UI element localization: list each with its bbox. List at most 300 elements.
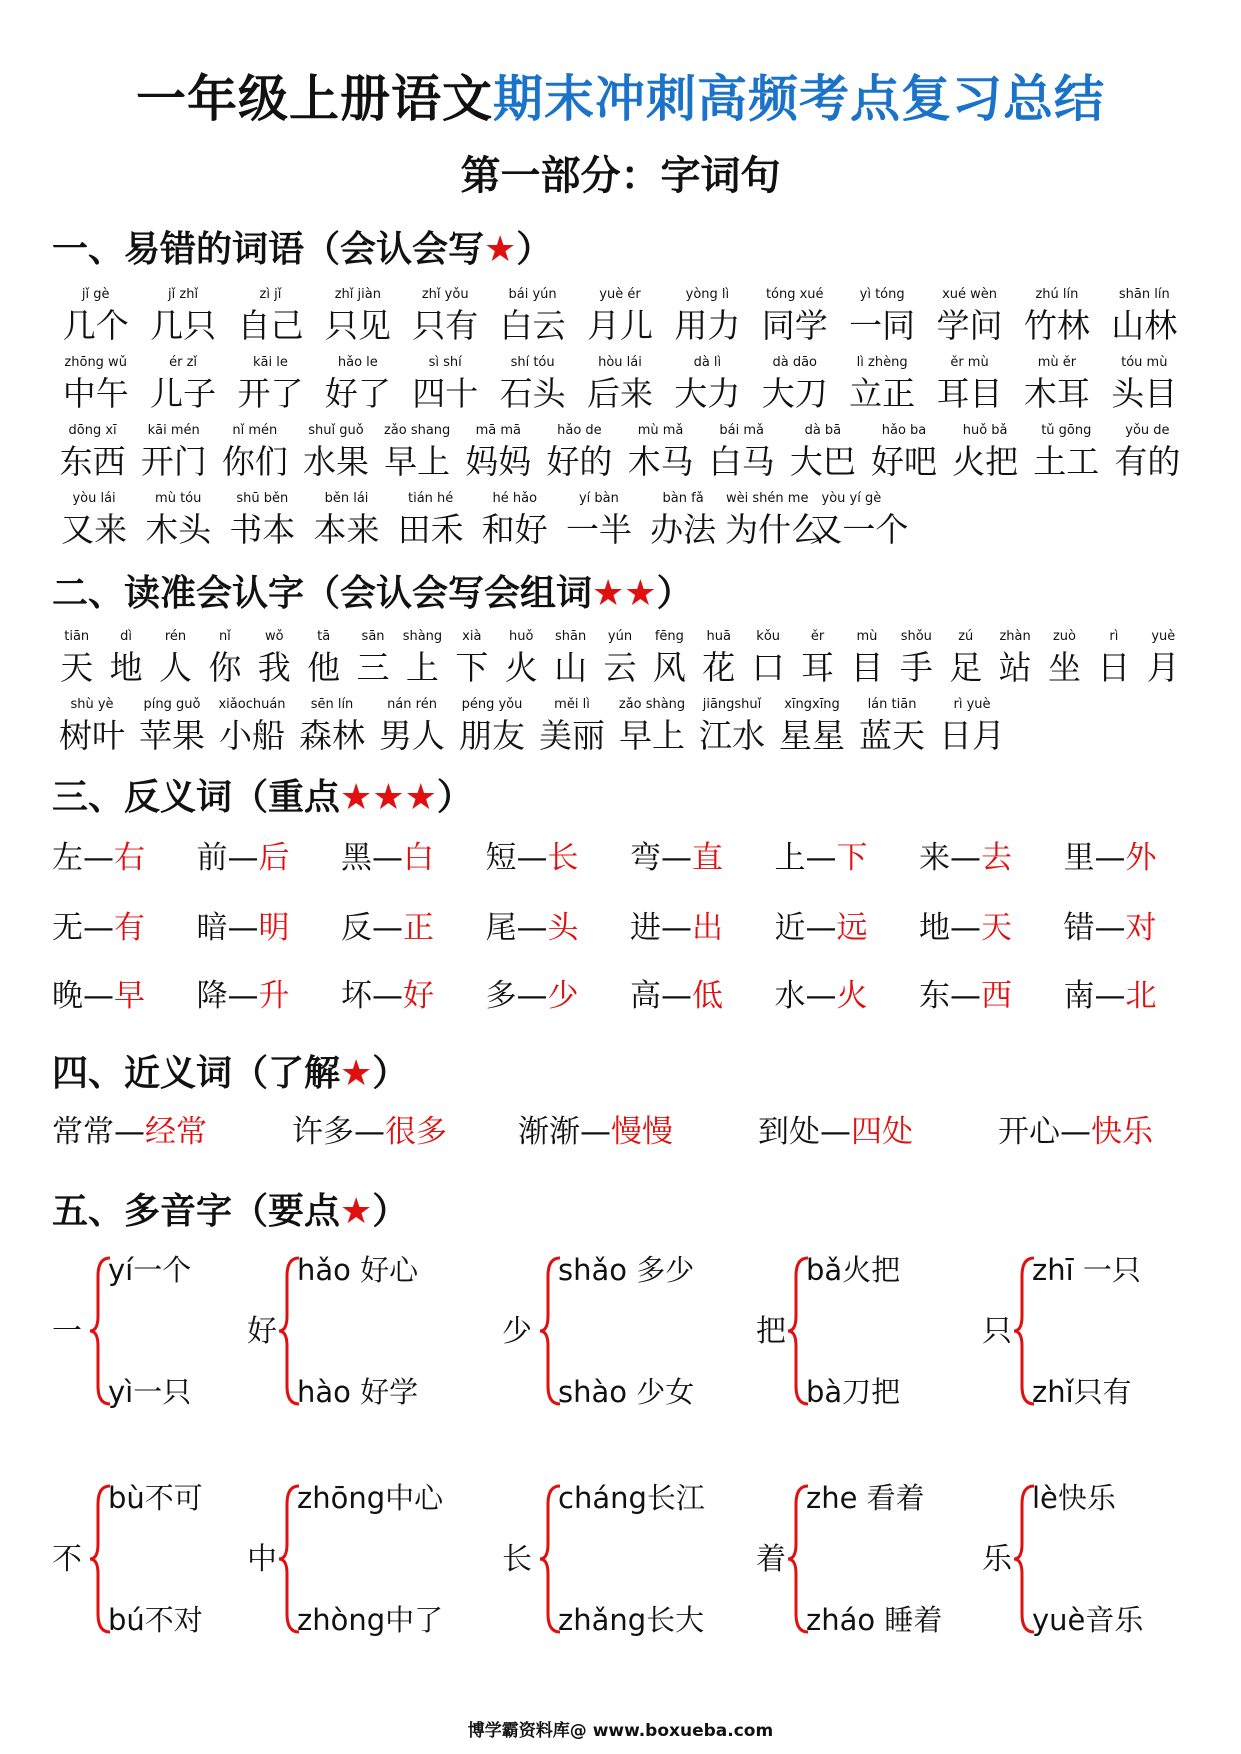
pinyin-word [1013,354,1100,416]
pinyin-text: kāi le [253,355,288,370]
antonym-word: 水— [774,978,837,1014]
polyphone-character: 好 [247,1314,277,1349]
polyphone-reading-top: bǎ火把 [806,1253,901,1287]
polyphone-reading-top: zhe 看着 [806,1481,925,1515]
pinyin-word [52,696,132,758]
pinyin-word [1013,286,1100,348]
pinyin-word [641,490,725,552]
hanzi-text: 早上 [384,442,451,481]
pinyin-text: wèi shén me [726,491,809,506]
pinyin-text: zǎo shang [383,423,451,438]
pinyin-word [136,490,220,552]
antonym-word: 坏— [341,978,403,1014]
pinyin-word [692,696,772,758]
polyphone-reading-bottom: zhǐ只有 [1032,1375,1132,1409]
pinyin-text: yǒu de [1125,423,1170,438]
hanzi-text: 妈妈 [465,442,532,481]
footer-watermark: 博学霸资料库@ www.boxueba.com [467,1721,774,1741]
hanzi-text: 本来 [313,510,380,549]
synonym-answer: 四处 [851,1114,913,1150]
hanzi-text: 田禾 [397,510,464,549]
antonym-pair [341,974,434,1018]
pinyin-text: zú [958,629,974,644]
antonym-answer: 白 [403,840,434,876]
pinyin-word [751,286,838,348]
pinyin-word [751,354,838,416]
antonym-answer: 天 [981,910,1012,946]
pinyin-text: yún [607,629,633,644]
pinyin-text: yí bàn [578,491,619,506]
pinyin-text: xīngxīng [784,697,840,712]
pinyin-word [645,628,694,690]
polyphone-reading-top: cháng长江 [558,1481,705,1515]
hanzi-text: 手 [899,648,933,687]
hanzi-text: 又来 [61,510,128,549]
antonym-word: 左— [52,840,114,876]
polyphone-group [982,1478,1202,1648]
polyphone-reading-bottom: bú不对 [108,1603,203,1637]
pinyin-word [532,696,612,758]
antonym-answer: 西 [981,978,1012,1014]
hanzi-text: 日 [1097,648,1131,687]
polyphone-character: 不 [52,1542,82,1577]
pinyin-word [299,628,348,690]
pinyin-word [295,422,376,484]
polyphone-reading-top: bù不可 [108,1481,203,1515]
polyphone-group [52,1478,272,1648]
antonym-pair [919,906,1012,950]
polyphone-reading-top: zhī 一只 [1032,1253,1141,1287]
antonym-pair [630,836,723,880]
pinyin-word [1101,286,1188,348]
polyphone-reading-top: yí一个 [108,1253,192,1287]
antonym-answer: 北 [1125,978,1157,1014]
pinyin-word [1026,422,1107,484]
pinyin-text: huǒ bǎ [962,423,1008,438]
polyphone-character: 长 [502,1542,532,1577]
pinyin-word [743,628,792,690]
polyphone-character: 着 [756,1542,786,1577]
pinyin-word [348,628,397,690]
pinyin-word [398,628,447,690]
antonym-pair [197,836,290,880]
pinyin-text: nán rén [387,697,437,712]
pinyin-word [497,628,546,690]
pinyin-word [133,422,214,484]
antonym-word: 高— [630,978,692,1014]
pinyin-text: péng yǒu [461,697,523,712]
pinyin-text: bái yún [508,287,557,302]
pinyin-text: píng guǒ [143,697,201,712]
pinyin-word [926,286,1013,348]
antonym-pair [197,906,290,950]
antonym-pair [1064,974,1157,1018]
antonym-word: 晚— [52,978,114,1014]
section-heading-3: 三、反义词（重点★★★） [52,777,473,818]
pinyin-text: yòu yí gè [821,491,882,506]
antonym-word: 前— [196,840,259,876]
pinyin-word [941,628,990,690]
hanzi-text: 耳 [801,648,835,687]
polyphone-group [247,1478,467,1648]
hanzi-text: 火把 [952,442,1019,481]
pinyin-word [151,628,200,690]
antonym-word: 弯— [630,840,692,876]
pinyin-word [620,422,701,484]
antonym-answer: 早 [114,978,145,1014]
antonym-answer: 下 [836,840,868,876]
pinyin-text: shù yè [70,697,114,712]
pinyin-text: lì zhèng [856,355,908,370]
pinyin-text: shū běn [236,491,289,506]
pinyin-text: tiān [64,629,90,644]
synonym-pair [758,1110,913,1154]
pinyin-text: mù tóu [155,491,202,506]
pinyin-word [489,354,576,416]
hanzi-text: 山林 [1111,306,1178,345]
hanzi-text: 花 [702,648,736,687]
synonym-answer: 经常 [145,1114,207,1150]
pinyin-word [139,286,226,348]
hanzi-text: 森林 [299,716,365,755]
antonym-answer: 后 [258,840,290,876]
hanzi-text: 和好 [481,510,548,549]
section-heading-5: 五、多音字（要点★） [52,1191,409,1232]
polyphone-group [52,1250,272,1420]
hanzi-text: 木头 [145,510,212,549]
pinyin-text: mù ěr [1037,355,1077,370]
pinyin-text: yòu lái [72,491,116,506]
polyphone-reading-bottom: yì一只 [108,1375,192,1409]
pinyin-text: bái mǎ [719,423,764,438]
hanzi-text: 石头 [499,374,566,413]
pinyin-word [945,422,1026,484]
antonym-pair [775,906,868,950]
antonym-answer: 有 [114,910,145,946]
antonym-answer: 右 [114,840,145,876]
hanzi-text: 为什么 [725,510,825,549]
pinyin-word [52,628,101,690]
antonym-pair [486,906,579,950]
polyphone-character: 一 [52,1314,82,1349]
hanzi-text: 月儿 [586,306,653,345]
pinyin-word [250,628,299,690]
word-row [52,286,1188,352]
hanzi-text: 水果 [302,442,369,481]
antonym-answer: 少 [547,978,579,1014]
pinyin-word [1101,354,1188,416]
pinyin-text: sì shí [428,355,462,370]
antonym-word: 尾— [485,910,548,946]
polyphone-character: 只 [982,1314,1012,1349]
hanzi-text: 风 [652,648,686,687]
pinyin-text: xià [462,629,482,644]
hanzi-text: 天 [60,648,94,687]
pinyin-word [227,354,314,416]
hanzi-text: 山 [554,648,588,687]
hanzi-text: 好的 [546,442,613,481]
section-heading-2: 二、读准会认字（会认会写会组词★★） [52,573,693,614]
antonym-pair [775,836,868,880]
polyphone-reading-bottom: shào 少女 [558,1375,695,1409]
pinyin-word [314,286,401,348]
pinyin-word [926,354,1013,416]
pinyin-text: bàn fǎ [662,491,704,506]
hanzi-text: 又一个 [809,510,909,549]
pinyin-word [725,490,825,552]
antonym-word: 进— [630,910,692,946]
pinyin-text: zhàn [999,629,1031,644]
pinyin-word [292,696,372,758]
polyphone-character: 中 [247,1542,277,1577]
synonym-word: 到处— [758,1114,851,1150]
pinyin-text: mù [856,629,878,644]
antonym-answer: 去 [981,840,1012,876]
star-icon: ★ [340,1191,373,1232]
pinyin-word [200,628,249,690]
pinyin-word [220,490,304,552]
pinyin-word [314,354,401,416]
pinyin-word [372,696,452,758]
pinyin-text: huǒ [508,629,534,644]
pinyin-word [473,490,557,552]
antonym-answer: 长 [547,840,579,876]
pinyin-text: jǐ zhǐ [168,287,199,302]
antonym-pair [341,906,434,950]
hanzi-text: 下 [455,648,489,687]
hanzi-text: 大巴 [789,442,856,481]
antonym-word: 多— [485,978,548,1014]
polyphone-reading-bottom: bà刀把 [806,1375,901,1409]
antonym-word: 南— [1063,978,1126,1014]
hanzi-text: 你 [208,648,242,687]
hanzi-text: 只见 [324,306,391,345]
hanzi-text: 人 [158,648,192,687]
pinyin-text: tā [317,629,331,644]
pinyin-text: tóu mù [1121,355,1168,370]
hanzi-text: 他 [307,648,341,687]
antonym-answer: 正 [403,910,434,946]
antonym-pair [1064,906,1157,950]
pinyin-text: nǐ mén [232,423,278,438]
pinyin-word [576,286,663,348]
antonym-word: 里— [1063,840,1126,876]
synonym-word: 许多— [292,1114,385,1150]
hanzi-text: 上 [405,648,439,687]
polyphone-reading-bottom: hào 好学 [297,1375,419,1409]
pinyin-text: rì [1109,629,1119,644]
antonym-pair [197,974,290,1018]
hanzi-text: 火 [504,648,538,687]
page-subtitle: 第一部分：字词句 [460,153,781,199]
antonym-pair [52,906,145,950]
pinyin-text: mā mā [475,423,521,438]
synonym-pair [518,1110,673,1154]
hanzi-text: 几只 [150,306,217,345]
synonym-word: 常常— [52,1114,145,1150]
pinyin-text: zhǐ jiàn [334,287,381,302]
pinyin-word [52,354,139,416]
pinyin-word [694,628,743,690]
antonym-answer: 对 [1125,910,1157,946]
pinyin-text: rén [164,629,187,644]
antonym-word: 错— [1063,910,1126,946]
polyphone-reading-bottom: zhǎng长大 [558,1603,705,1637]
polyphone-group [756,1250,976,1420]
star-icon: ★ [484,229,517,270]
hanzi-text: 一同 [849,306,916,345]
pinyin-text: xué wèn [942,287,997,302]
pinyin-text: nǐ [218,629,231,644]
pinyin-word [557,490,641,552]
pinyin-text: hǎo le [337,355,378,370]
antonym-pair [919,974,1012,1018]
pinyin-word [772,696,852,758]
antonym-pair [52,974,145,1018]
pinyin-text: shàng [402,629,443,644]
pinyin-text: jiāngshuǐ [702,697,762,712]
pinyin-word [101,628,150,690]
polyphone-reading-bottom: yuè音乐 [1032,1603,1144,1637]
pinyin-word [576,354,663,416]
pinyin-text: fēng [654,629,684,644]
hanzi-text: 有的 [1114,442,1181,481]
pinyin-word [892,628,941,690]
antonym-answer: 低 [692,978,723,1014]
pinyin-word [214,422,295,484]
pinyin-text: yòng lì [685,287,730,302]
pinyin-text: dà dāo [772,355,818,370]
hanzi-text: 树叶 [59,716,125,755]
antonym-answer: 火 [836,978,868,1014]
antonym-answer: 外 [1125,840,1157,876]
polyphone-group [982,1250,1202,1420]
polyphone-character: 把 [756,1314,786,1349]
antonym-word: 反— [341,910,403,946]
pinyin-text: ér zǐ [169,355,198,370]
pinyin-word [932,696,1012,758]
pinyin-text: mù mǎ [637,423,684,438]
antonym-pair [486,836,579,880]
hanzi-text: 美丽 [539,716,605,755]
pinyin-text: yuè [1151,629,1176,644]
pinyin-text: tǔ gōng [1041,423,1092,438]
polyphone-group [247,1250,467,1420]
hanzi-text: 我 [257,648,291,687]
hanzi-text: 耳目 [936,374,1003,413]
synonym-word: 开心— [998,1114,1091,1150]
pinyin-text: dōng xī [68,423,117,438]
pinyin-text: hé hǎo [492,491,538,506]
synonym-pair [292,1110,447,1154]
pinyin-word [863,422,944,484]
pinyin-word [1040,628,1089,690]
pinyin-word [842,628,891,690]
hanzi-text: 东西 [59,442,126,481]
synonym-answer: 快乐 [1091,1114,1153,1150]
hanzi-text: 地 [109,648,143,687]
hanzi-text: 月 [1146,648,1180,687]
antonym-answer: 直 [692,840,723,876]
hanzi-text: 开门 [140,442,207,481]
pinyin-word [664,354,751,416]
pinyin-word [809,490,909,552]
pinyin-word [139,354,226,416]
polyphone-character: 乐 [982,1542,1012,1577]
hanzi-text: 足 [949,648,983,687]
pinyin-word [782,422,863,484]
antonym-word: 来— [919,840,981,876]
antonym-word: 东— [919,978,981,1014]
pinyin-word [402,354,489,416]
hanzi-text: 日月 [939,716,1005,755]
hanzi-text: 开了 [237,374,304,413]
synonym-pair [998,1110,1153,1154]
pinyin-text: dì [120,629,133,644]
pinyin-word [212,696,292,758]
hanzi-text: 男人 [379,716,445,755]
hanzi-text: 中午 [62,374,129,413]
hanzi-text: 后来 [586,374,653,413]
pinyin-word [664,286,751,348]
pinyin-word [489,286,576,348]
pinyin-text: shān lín [1118,287,1170,302]
hanzi-text: 苹果 [139,716,205,755]
section-heading-4: 四、近义词（了解★） [52,1053,409,1094]
antonym-word: 无— [52,910,114,946]
pinyin-word [402,286,489,348]
pinyin-text: měi lì [554,697,590,712]
hanzi-text: 白马 [708,442,775,481]
hanzi-text: 四十 [412,374,479,413]
pinyin-word [389,490,473,552]
hanzi-text: 几个 [62,306,129,345]
word-row [52,422,1188,488]
pinyin-text: kāi mén [147,423,200,438]
pinyin-text: zhǐ yǒu [421,287,469,302]
hanzi-text: 好了 [324,374,391,413]
hanzi-text: 书本 [229,510,296,549]
section-heading-1: 一、易错的词语（会认会写★） [52,229,553,270]
hanzi-text: 大刀 [761,374,828,413]
star-icon: ★★★ [340,777,437,818]
pinyin-word [838,354,925,416]
pinyin-text: shí tóu [510,355,555,370]
word-row [52,490,909,556]
hanzi-text: 办法 [650,510,717,549]
pinyin-word [52,490,136,552]
pinyin-text: rì yuè [953,697,991,712]
antonym-pair [341,836,434,880]
pinyin-word [701,422,782,484]
synonym-answer: 很多 [385,1114,447,1150]
hanzi-text: 土工 [1033,442,1100,481]
pinyin-text: jǐ gè [81,287,110,302]
pinyin-text: hòu lái [598,355,642,370]
pinyin-text: zhú lín [1035,287,1079,302]
pinyin-text: hǎo ba [881,423,927,438]
hanzi-text: 只有 [412,306,479,345]
pinyin-text: běn lái [324,491,369,506]
antonym-answer: 好 [403,978,434,1014]
polyphone-group [502,1478,722,1648]
hanzi-text: 口 [751,648,785,687]
synonym-word: 渐渐— [518,1114,611,1150]
pinyin-word [838,286,925,348]
pinyin-text: yuè ér [599,287,641,302]
star-icon: ★ [340,1053,373,1094]
antonym-answer: 远 [836,910,868,946]
